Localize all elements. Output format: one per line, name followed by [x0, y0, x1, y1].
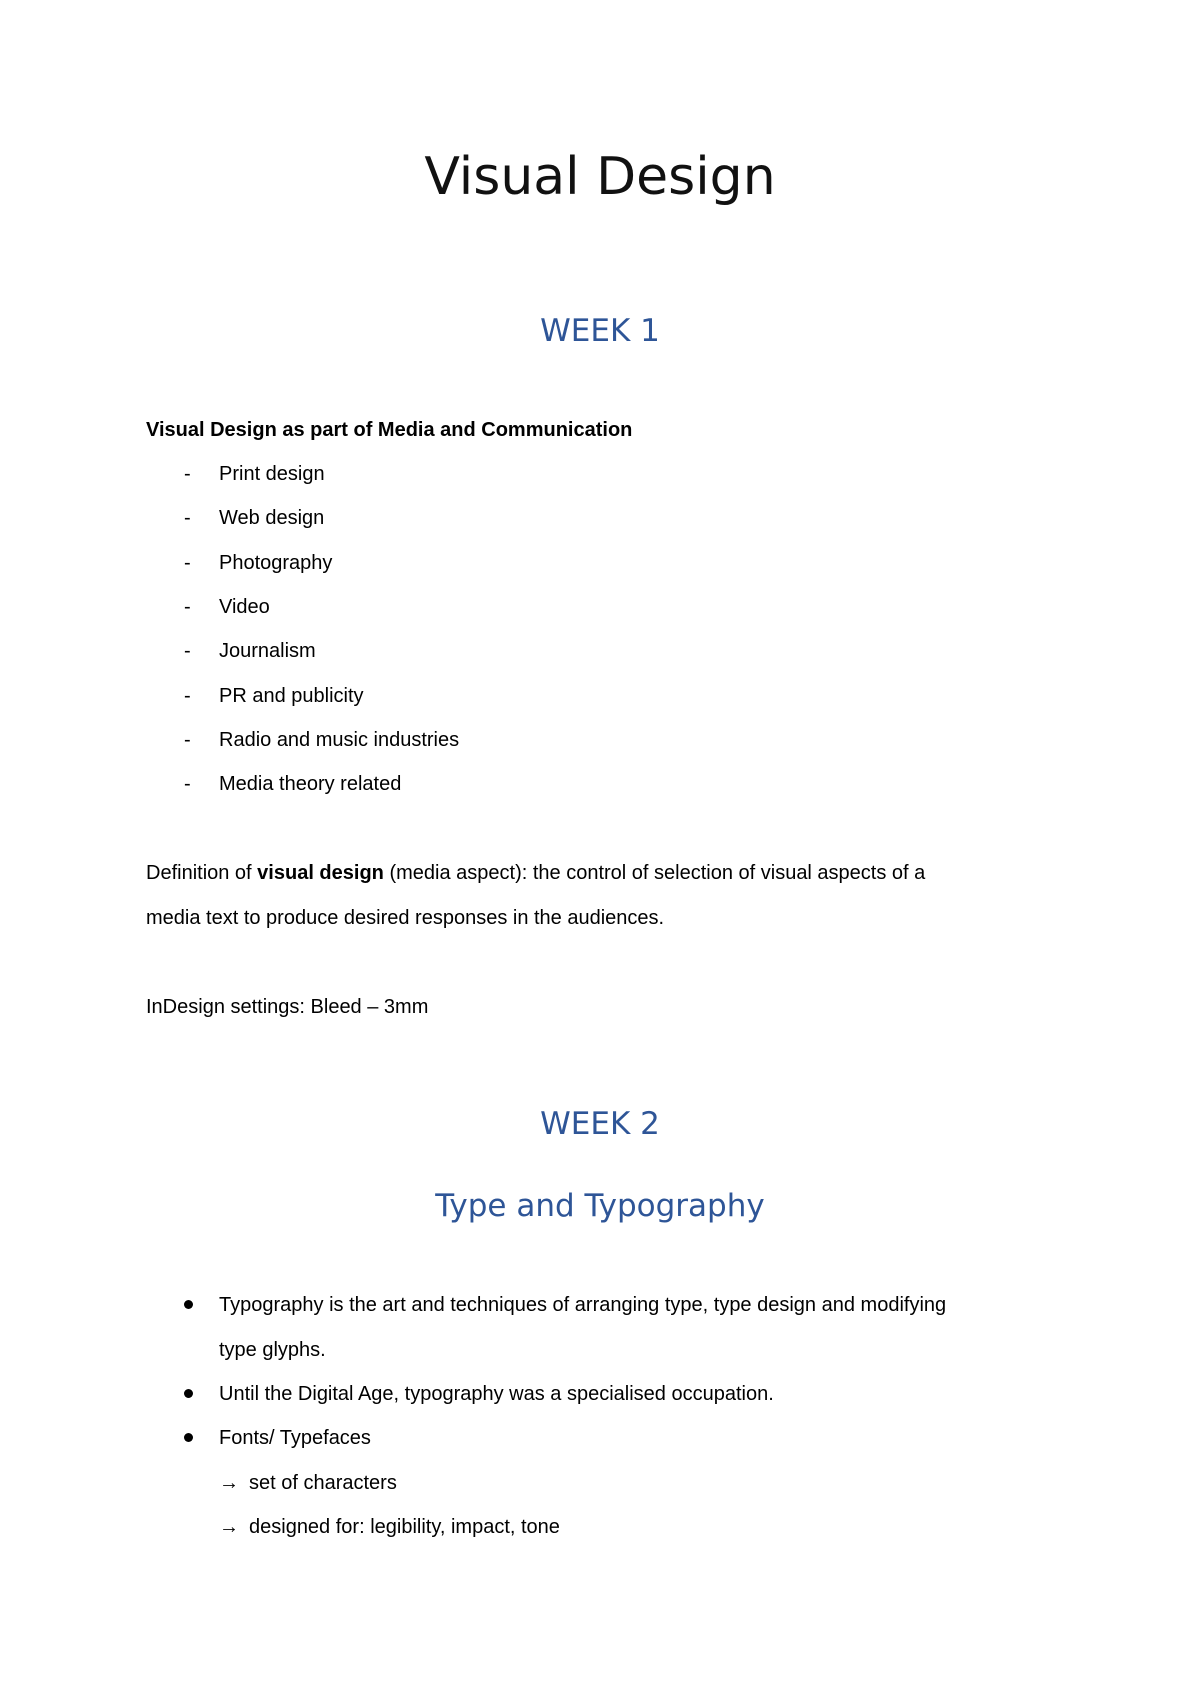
list-item: [184, 684, 364, 708]
dash-marker: -: [184, 640, 191, 662]
definition-rest: (media aspect): the control of selection of visual aspects of a: [383, 862, 926, 884]
list-item-text: Media theory related: [219, 773, 402, 795]
type-typography-heading: Type and Typography: [435, 1188, 765, 1224]
list-item: [184, 462, 325, 486]
dash-marker: -: [184, 729, 191, 751]
dash-marker: -: [184, 552, 191, 574]
dash-marker: -: [184, 596, 191, 618]
list-item: [184, 551, 332, 575]
bullet-item-1-line-2: type glyphs.: [219, 1339, 326, 1361]
section-heading: Visual Design as part of Media and Communication: [146, 419, 633, 441]
list-item: [184, 639, 316, 663]
sub-item: [219, 1515, 560, 1539]
list-item-text: Photography: [219, 552, 333, 574]
list-item-text: Video: [219, 596, 270, 618]
week-2-heading: WEEK 2: [540, 1106, 660, 1142]
sub-item-text: designed for: legibility, impact, tone: [249, 1516, 560, 1538]
definition-line-2: media text to produce desired responses in the audiences.: [146, 907, 665, 929]
indesign-settings: InDesign settings: Bleed – 3mm: [146, 996, 429, 1018]
dash-marker: -: [184, 507, 191, 529]
list-item-text: Web design: [219, 507, 325, 529]
bullet-item-2: Until the Digital Age, typography was a specialised occupation.: [219, 1383, 774, 1405]
list-item: [184, 728, 459, 752]
arrow-right-icon: →: [219, 1516, 239, 1538]
dash-marker: -: [184, 685, 191, 707]
list-item: [184, 506, 324, 530]
definition-line-1: [146, 861, 925, 885]
list-item: [184, 595, 270, 619]
bullet-item-3: Fonts/ Typefaces: [219, 1427, 371, 1449]
list-item-text: Journalism: [219, 640, 316, 662]
list-item-text: Radio and music industries: [219, 729, 460, 751]
list-item-text: PR and publicity: [219, 685, 364, 707]
arrow-right-icon: →: [219, 1472, 239, 1494]
list-item: [184, 772, 401, 796]
week-1-heading: WEEK 1: [540, 313, 660, 349]
sub-item-text: set of characters: [249, 1472, 397, 1494]
list-item-text: Print design: [219, 463, 325, 485]
document-title: Visual Design: [424, 147, 776, 207]
definition-term: visual design: [257, 862, 384, 884]
bullet-dot: [184, 1300, 193, 1309]
bullet-item-1-line-1: Typography is the art and techniques of arranging type, type design and modifying: [219, 1294, 947, 1316]
bullet-dot: [184, 1433, 193, 1442]
bullet-dot: [184, 1389, 193, 1398]
sub-item: [219, 1471, 397, 1495]
dash-marker: -: [184, 773, 191, 795]
definition-prefix: Definition of: [146, 862, 258, 884]
dash-marker: -: [184, 463, 191, 485]
